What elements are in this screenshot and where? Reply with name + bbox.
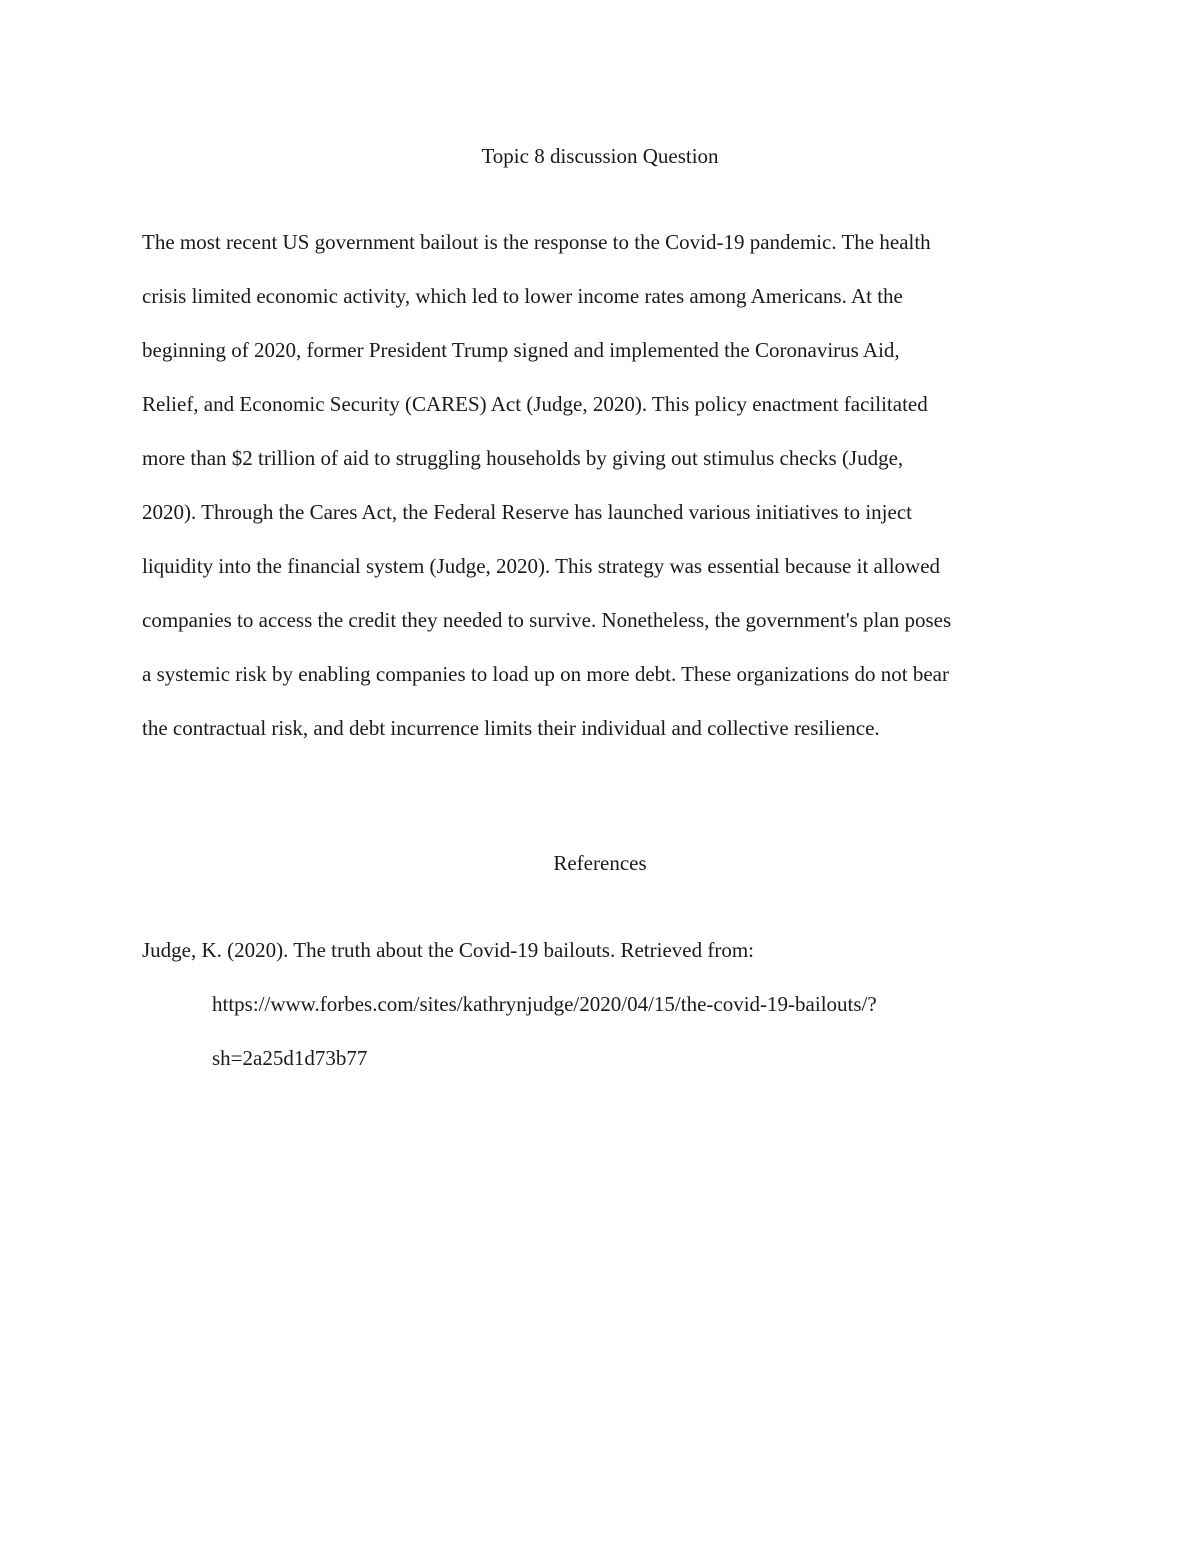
body-line: a systemic risk by enabling companies to load up on more debt. These organizations do not bear bbox=[142, 662, 949, 686]
body-line: more than $2 trillion of aid to struggling households by giving out stimulus checks (Judge, bbox=[142, 446, 904, 470]
body-paragraph bbox=[142, 215, 1082, 755]
reference-entry bbox=[142, 923, 1082, 1085]
body-line: liquidity into the financial system (Judge, 2020). This strategy was essential because it allowed bbox=[142, 554, 941, 578]
body-line: Relief, and Economic Security (CARES) Act (Judge, 2020). This policy enactment facilitated bbox=[142, 392, 928, 416]
reference-url-line: https://www.forbes.com/sites/kathrynjudge/2020/04/15/the-covid-19-bailouts/? bbox=[212, 992, 877, 1016]
document-title: Topic 8 discussion Question bbox=[481, 144, 719, 168]
body-line: beginning of 2020, former President Trump signed and implemented the Coronavirus Aid, bbox=[142, 338, 900, 362]
references-heading: References bbox=[553, 851, 647, 875]
body-line: companies to access the credit they needed to survive. Nonetheless, the government's plan poses bbox=[142, 608, 952, 632]
body-line: the contractual risk, and debt incurrence limits their individual and collective resilience. bbox=[142, 716, 880, 740]
body-line: crisis limited economic activity, which led to lower income rates among Americans. At the bbox=[142, 284, 903, 308]
reference-line: Judge, K. (2020). The truth about the Covid-19 bailouts. Retrieved from: bbox=[142, 938, 755, 962]
reference-url-line: sh=2a25d1d73b77 bbox=[212, 1046, 368, 1070]
body-line: The most recent US government bailout is the response to the Covid-19 pandemic. The health bbox=[142, 230, 931, 254]
body-line: 2020). Through the Cares Act, the Federal Reserve has launched various initiatives to inject bbox=[142, 500, 912, 524]
